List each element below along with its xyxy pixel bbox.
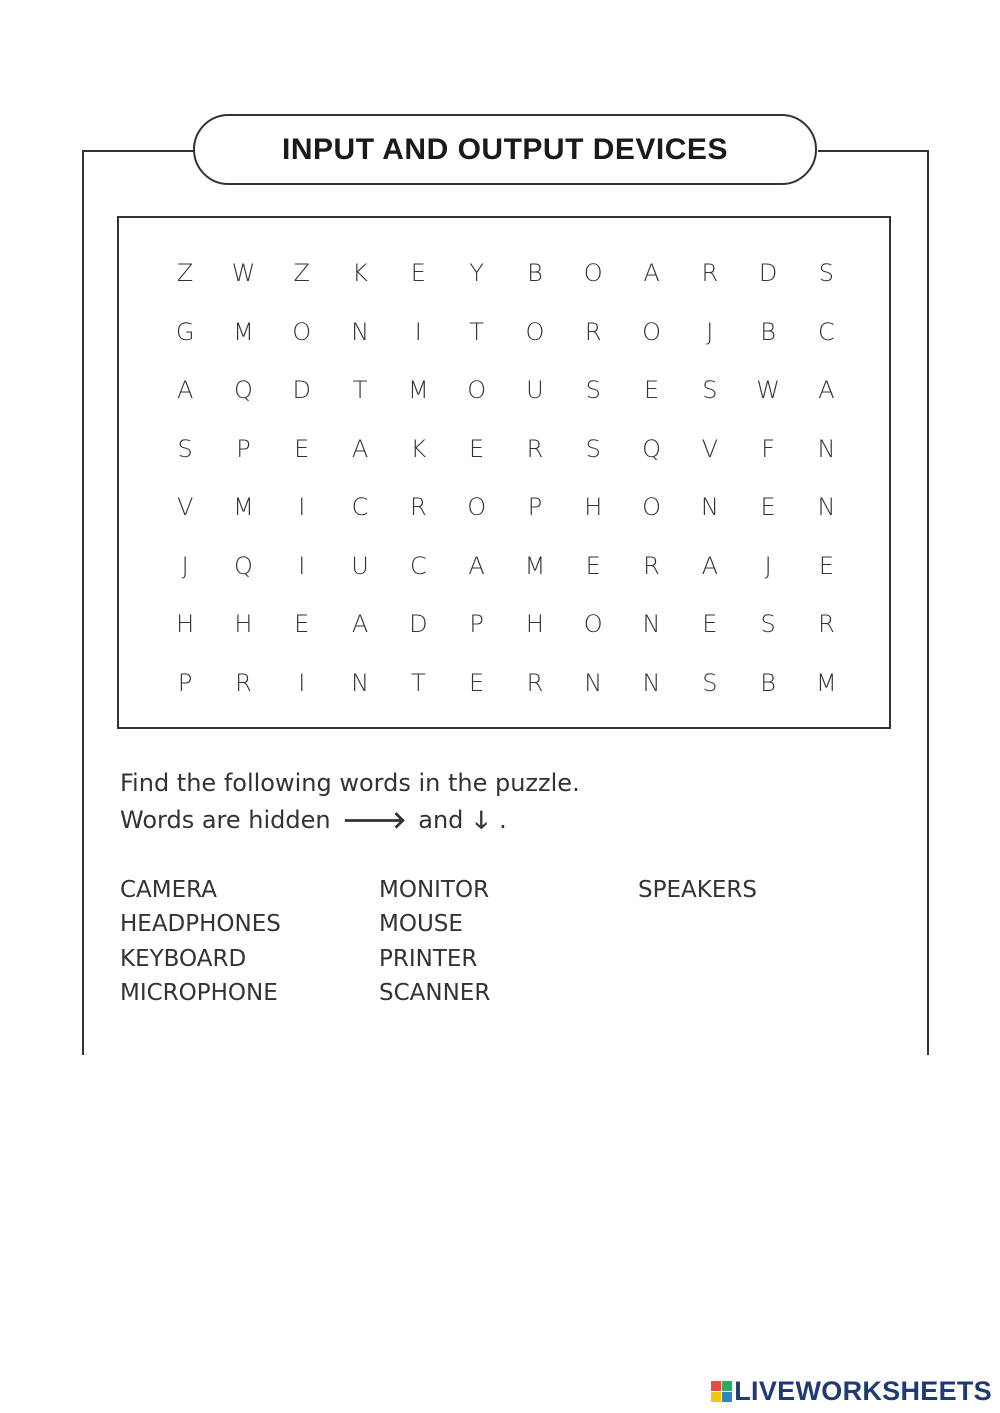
word-list-item: SCANNER — [379, 979, 491, 1006]
word-list-column-2 — [379, 873, 490, 1010]
grid-letter: N — [817, 434, 836, 463]
instruction-period: . — [499, 806, 507, 834]
grid-letter: R — [818, 610, 835, 639]
grid-letter: E — [760, 493, 776, 522]
brand-footer[interactable] — [711, 1376, 992, 1407]
grid-letter: J — [706, 317, 714, 346]
instruction-and: and — [418, 806, 464, 834]
grid-letter: R — [526, 668, 544, 697]
word-list-item: KEYBOARD — [120, 945, 247, 972]
grid-letter: M — [233, 493, 254, 522]
frame-top-left-border — [82, 150, 194, 152]
grid-letter: A — [818, 376, 835, 405]
grid-letter: W — [231, 259, 256, 288]
grid-letter: H — [176, 610, 195, 639]
grid-letter: Q — [234, 551, 253, 580]
grid-letter: N — [642, 668, 661, 697]
frame-top-right-border — [818, 150, 929, 152]
grid-letter: M — [233, 317, 254, 346]
grid-letter: O — [292, 317, 312, 346]
brand-name: LIVEWORKSHEETS — [734, 1376, 992, 1406]
word-list-item: CAMERA — [120, 877, 217, 903]
grid-letter: R — [526, 434, 544, 463]
grid-letter: E — [294, 434, 310, 463]
word-list-item: MICROPHONE — [120, 979, 278, 1006]
grid-letter: T — [411, 668, 426, 697]
grid-letter: K — [410, 434, 427, 463]
liveworksheets-logo-icon — [711, 1381, 732, 1402]
grid-letter: D — [292, 376, 311, 405]
grid-letter: T — [352, 376, 368, 405]
grid-letter: B — [760, 317, 776, 346]
instruction-prefix: Words are hidden — [120, 806, 331, 834]
grid-letter: F — [761, 434, 776, 463]
word-list-item: MOUSE — [379, 911, 463, 938]
grid-letter: O — [583, 610, 603, 639]
grid-letter: O — [467, 493, 487, 522]
arrow-right-icon: 🡒 — [342, 806, 407, 834]
grid-letter: T — [469, 317, 484, 346]
grid-letter: V — [176, 493, 194, 522]
grid-letter: N — [351, 668, 370, 697]
grid-letter: M — [407, 376, 429, 405]
arrow-down-icon: 🡓 — [475, 806, 488, 834]
grid-letter: S — [760, 610, 776, 639]
logo-square — [711, 1392, 721, 1402]
grid-letter: I — [298, 493, 306, 522]
grid-letter: O — [642, 493, 661, 522]
frame-right-border — [927, 150, 929, 1055]
grid-letter: E — [469, 668, 485, 697]
grid-letter: I — [298, 668, 306, 697]
grid-letter: Z — [293, 259, 310, 288]
word-search-grid — [156, 244, 856, 712]
grid-letter: S — [585, 434, 601, 463]
grid-letter: E — [818, 551, 834, 580]
grid-letter: N — [700, 493, 719, 522]
grid-letter: H — [584, 493, 603, 522]
grid-letter: A — [176, 376, 194, 405]
grid-letter: Y — [469, 259, 484, 288]
frame-left-border — [82, 150, 84, 1055]
grid-letter: R — [584, 317, 602, 346]
grid-letter: J — [181, 551, 189, 580]
grid-letter: N — [351, 317, 370, 346]
grid-letter: N — [817, 493, 836, 522]
grid-letter: S — [702, 376, 718, 405]
grid-letter: P — [527, 493, 543, 522]
grid-letter: E — [702, 610, 718, 639]
grid-letter: P — [236, 434, 251, 463]
instruction-line-2 — [120, 803, 507, 844]
grid-letter: U — [351, 551, 369, 580]
grid-letter: W — [756, 376, 780, 405]
grid-letter: H — [525, 610, 544, 639]
grid-letter: C — [351, 493, 369, 522]
logo-square — [722, 1381, 732, 1391]
grid-letter: P — [177, 668, 193, 697]
grid-letter: H — [234, 610, 253, 639]
grid-letter: Z — [176, 259, 194, 288]
grid-letter: E — [469, 434, 485, 463]
grid-letter: N — [642, 610, 661, 639]
grid-letter: B — [760, 668, 776, 697]
grid-letter: O — [583, 259, 603, 288]
grid-letter: S — [818, 259, 835, 288]
grid-letter: O — [642, 317, 661, 346]
logo-square — [711, 1381, 721, 1391]
word-list-item: SPEAKERS — [638, 877, 757, 903]
grid-letter: O — [467, 376, 487, 405]
word-list-column-1 — [120, 873, 281, 1010]
word-list-item: MONITOR — [379, 877, 490, 903]
grid-letter: D — [409, 610, 428, 639]
grid-letter: Q — [234, 376, 253, 405]
grid-letter: A — [351, 434, 369, 463]
grid-letter: M — [524, 551, 546, 580]
grid-letter: R — [643, 551, 660, 580]
grid-letter: S — [585, 376, 601, 405]
grid-letter: M — [816, 668, 837, 697]
grid-letter: N — [584, 668, 603, 697]
grid-letter: A — [701, 551, 719, 580]
grid-letter: E — [410, 259, 426, 288]
word-list-column-3 — [638, 873, 757, 907]
grid-letter: B — [527, 259, 543, 288]
grid-letter: Q — [642, 434, 661, 463]
grid-letter: A — [351, 610, 369, 639]
logo-square — [722, 1392, 732, 1402]
grid-letter: P — [469, 610, 484, 639]
grid-letter: U — [526, 376, 544, 405]
grid-letter: E — [643, 376, 660, 405]
grid-letter: J — [764, 551, 772, 580]
grid-letter: R — [701, 259, 719, 288]
grid-letter: C — [409, 551, 427, 580]
grid-letter: I — [414, 317, 422, 346]
grid-letter: S — [177, 434, 193, 463]
grid-letter: R — [235, 668, 252, 697]
grid-letter: A — [643, 259, 660, 288]
grid-letter: R — [409, 493, 427, 522]
grid-letter: K — [352, 259, 368, 288]
grid-letter: O — [525, 317, 545, 346]
grid-letter: I — [298, 551, 306, 580]
word-list-item: HEADPHONES — [120, 911, 281, 938]
grid-letter: A — [468, 551, 485, 580]
instruction-line-1: Find the following words in the puzzle. — [120, 769, 580, 797]
grid-letter: D — [758, 259, 778, 288]
grid-letter: G — [175, 317, 195, 346]
grid-letter: S — [702, 668, 718, 697]
grid-letter: V — [701, 434, 719, 463]
word-list-item: PRINTER — [379, 945, 478, 972]
grid-letter: E — [585, 551, 601, 580]
title-banner — [193, 114, 817, 185]
page-title: INPUT AND OUTPUT DEVICES — [282, 132, 728, 166]
grid-letter: C — [818, 317, 835, 346]
grid-letter: E — [294, 610, 310, 639]
